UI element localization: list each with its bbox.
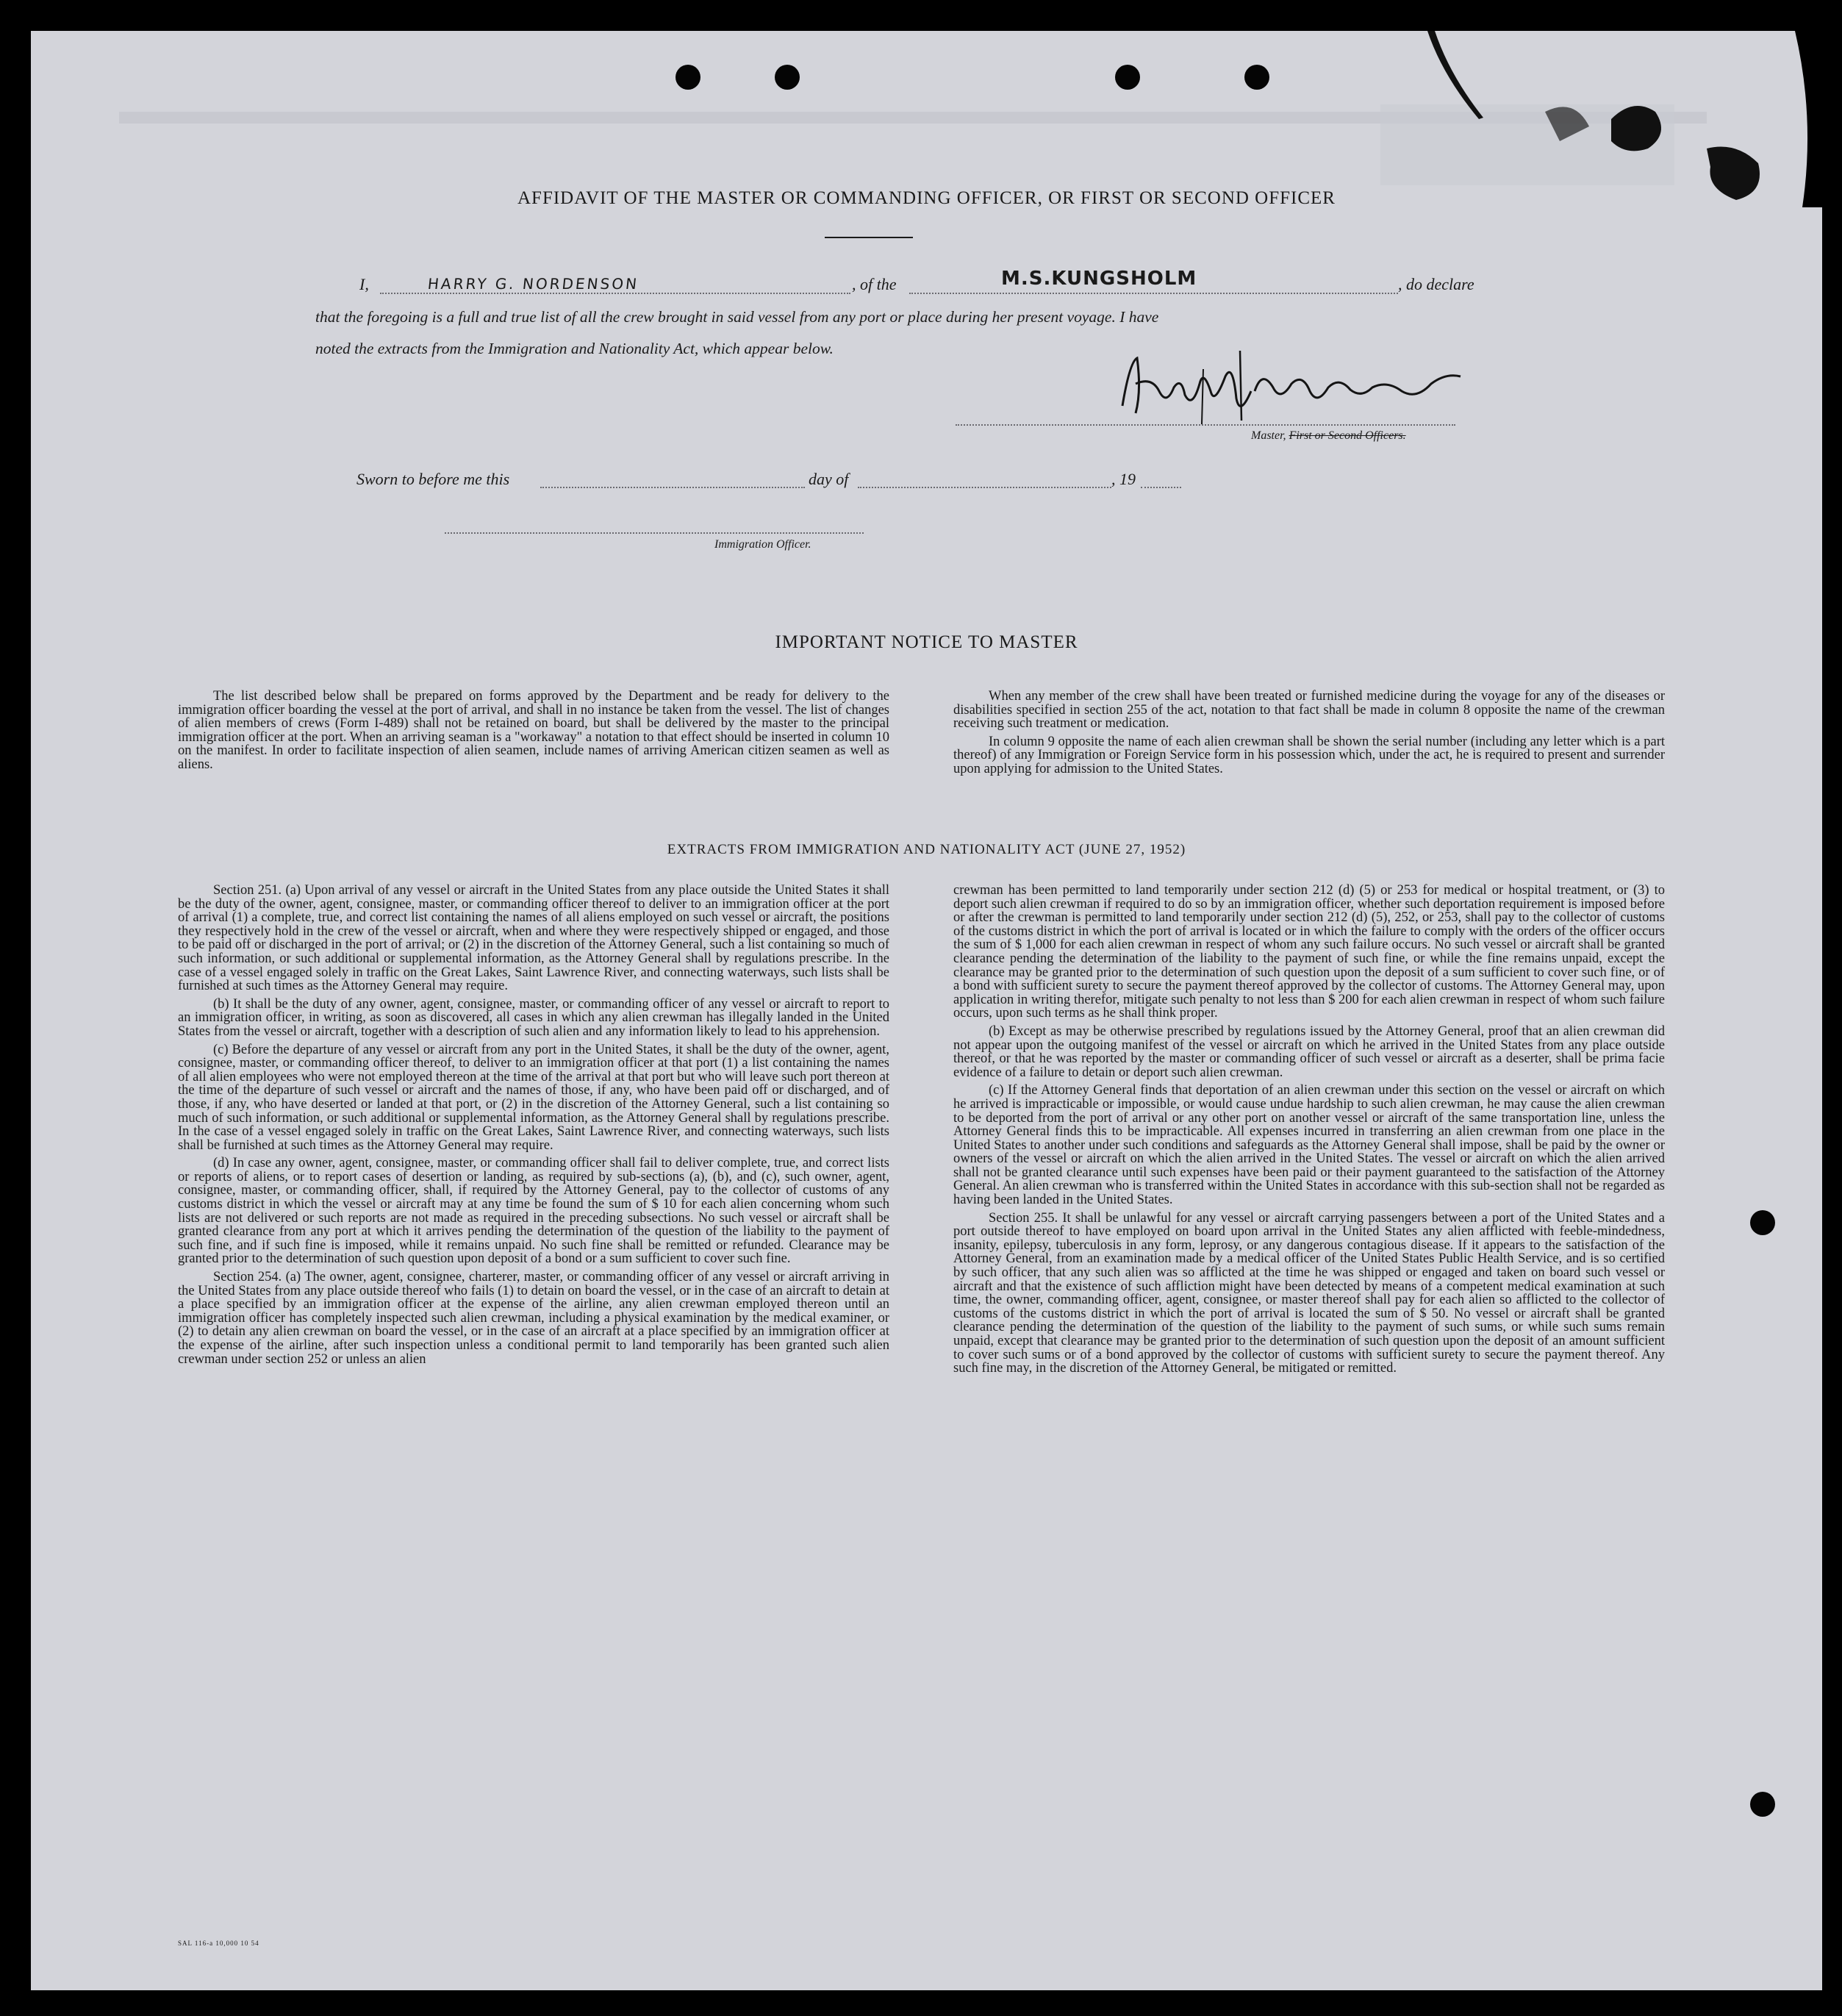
name-field-line — [380, 293, 850, 294]
signature-line — [956, 424, 1455, 426]
punch-hole — [775, 65, 800, 90]
do-declare-label: , do declare — [1398, 275, 1474, 293]
officer-signature-line — [445, 532, 864, 534]
vessel-field-line — [909, 293, 1398, 294]
officers-label-struck: First or Second Officers. — [1289, 429, 1406, 442]
year-prefix-label: , 19 — [1111, 470, 1136, 488]
affidavit-i-label: I, — [359, 275, 369, 293]
torn-corner-damage — [1413, 31, 1822, 207]
immigration-officer-label: Immigration Officer. — [714, 538, 811, 551]
extract-paragraph: (c) If the Attorney General finds that deportation of an alien crewman under this section on the vessel or aircraft on which he arrived is impracticable or impossible, or would cause undue hardship to such alien crewman, he may cause the alien crewman to be deported from the port of arrival or any other port on another vessel or aircraft of the same transportation line, unless the Attorney General finds this to be impracticable. All expenses incurred in transferring an alien crewman from one place in the United States to another under such conditions and safeguards as the Attorney General shall impose, shall be paid by the owner or owners of the vessel or aircraft on which the alien arrived in the United States. The vessel or aircraft on which the alien arrived shall not be granted clearance until such expenses have been paid or their payment guaranteed to the satisfaction of the Attorney General. An alien crewman who is transferred within the United States in accordance with this sub-section shall not be regarded as having been landed in the United States. — [953, 1083, 1665, 1208]
sworn-month-line — [858, 487, 1111, 488]
punch-hole — [1750, 1792, 1775, 1817]
form-code: SAL 116-a 10,000 10 54 — [178, 1940, 259, 1947]
punch-hole — [1115, 65, 1140, 90]
sworn-year-line — [1141, 487, 1181, 488]
of-the-label: , of the — [852, 275, 897, 293]
extracts-title: EXTRACTS FROM IMMIGRATION AND NATIONALITY ACT (JUNE 27, 1952) — [667, 842, 1186, 857]
punch-hole — [1750, 1210, 1775, 1235]
extract-paragraph: Section 255. It shall be unlawful for any vessel or aircraft carrying passengers between a port of the United States and a port outside thereof to have employed on board upon arrival in the United States any alien afflicted with feeble-mindedness, insanity, epilepsy, tuberculosis in any form, leprosy, or any dangerous contagious disease. If it appears to the satisfaction of the Attorney General, from an examination made by a medical officer of the United States Public Health Service, and is so certified by such officer, that any such alien was so afflicted at the time he was shipped or engaged and taken on board such vessel or aircraft and that the existence of such affliction might have been detected by means of a competent medical examination at such time, the owner, commanding officer, agent, consignee, or master thereof shall pay for each alien so afflicted to the collector of customs of the customs district in which the port of arrival is located the sum of $ 50. No vessel or aircraft shall be granted clearance pending the determination of the question of the liability to the payment of such sums, or while such sums remain unpaid, except that clearance may be granted prior to the determination of such question upon the deposit of an amount sufficient to cover such sums or of a bond approved by the collector of customs with sufficient surety to secure the payment thereof. Any such fine may, in the discretion of the Attorney General, be mitigated or remitted. — [953, 1210, 1665, 1376]
document-page — [31, 31, 1822, 1990]
notice-paragraph: In column 9 opposite the name of each alien crewman shall be shown the serial number (including any letter which is a part thereof) of any Immigration or Foreign Service form in his possession which, under the act, he is required to present and surrender upon applying for admission to the United States. — [953, 734, 1665, 776]
punch-hole — [1244, 65, 1269, 90]
punch-hole — [675, 65, 700, 90]
vessel-name-stamp: M.S.KUNGSHOLM — [1001, 268, 1197, 290]
extract-paragraph: (b) Except as may be otherwise prescribed by regulations issued by the Attorney General, proof that an alien crewman did not appear upon the outgoing manifest of the vessel or aircraft on which he arrived in the United States from any place outside thereof, or that he was reported by the master or commanding officer of such vessel or aircraft as a deserter, shall be prima facie evidence of a failure to detain or deport such alien crewman. — [953, 1023, 1665, 1080]
affidavit-line-3: noted the extracts from the Immigration and Nationality Act, which appear below. — [315, 340, 834, 357]
extract-paragraph: (d) In case any owner, agent, consignee, master, or commanding officer shall fail to deliver complete, true, and correct lists or reports of aliens, or to report cases of desertion or landing, as required by sub-sections (a), (b), and (c), such owner, agent, consignee, master, or commanding officer, shall, if required by the Attorney General, pay to the collector of customs of any customs district in which the vessel or aircraft may at any time be found the sum of $ 10 for each alien concerning whom such lists are not delivered or such reports are not made as required in the preceding subsections. No such vessel or aircraft shall be granted clearance from any port at which it arrives pending the determination of the question of the liability to the payment of such fine, and if such fine is imposed, while it remains unpaid. No such fine shall be remitted or refunded. Clearance may be granted prior to the determination of such question upon deposit of a bond or a sum sufficient to cover such fine. — [178, 1156, 889, 1267]
title-rule — [825, 237, 913, 238]
extracts-left-column — [178, 884, 889, 1370]
notice-right-column — [953, 690, 1665, 781]
extract-paragraph: (c) Before the departure of any vessel or aircraft from any port in the United States, it shall be the duty of the owner, agent, consignee, master, or commanding officer thereof, to deliver to an immigration officer at that port (1) a list containing the names of all alien employees who were not employed thereon at the time of the arrival at that port but who will leave such port thereon at the time of the departure of such vessel or aircraft and the names of those, if any, who have been paid off or discharged, and of those, if any, who have deserted or landed at that port, or (2) in the discretion of the Attorney General, such a list containing so much of such information, or such additional or supplemental information, as the Attorney General shall by regulations prescribe. In the case of a vessel engaged solely in traffic on the Great Lakes, Saint Lawrence River, and connecting waterways, such lists shall be furnished at such times as the Attorney General may require. — [178, 1042, 889, 1153]
master-label: Master, — [1251, 429, 1286, 442]
sworn-label: Sworn to before me this — [356, 470, 510, 488]
extract-paragraph: Section 251. (a) Upon arrival of any vessel or aircraft in the United States from any place outside the United States it shall be the duty of the owner, agent, consignee, master, or commanding officer thereof to deliver to an immigration officer at the port of arrival (1) a complete, true, and correct list containing the names of all aliens employed on such vessel or aircraft, the positions they respectively hold in the crew of the vessel or aircraft, when and where they were respectively shipped or engaged, and those to be paid off or discharged in the port of arrival; or (2) in the discretion of the Attorney General, such a list containing so much of such information, or such additional or supplemental information, as the Attorney General shall by regulations prescribe. In the case of a vessel engaged solely in traffic on the Great Lakes, Saint Lawrence River, and connecting waterways, such lists shall be furnished at such times as the Attorney General may require. — [178, 883, 889, 994]
notice-paragraph: When any member of the crew shall have been treated or furnished medicine during the voyage for any of the diseases or disabilities specified in section 255 of the act, notation to that fact shall be made in column 8 opposite the name of the crewman receiving such treatment or medication. — [953, 689, 1665, 732]
master-signature — [1115, 347, 1468, 428]
extract-paragraph: crewman has been permitted to land temporarily under section 212 (d) (5) or 253 for medical or hospital treatment, or (3) to deport such alien crewman if required to do so by an immigration officer, whether such deportation requirement is imposed before or after the crewman is permitted to land temporarily under section 212 (d) (5), 252, or 253, shall pay to the collector of customs of the customs district in which the port of arrival is located or in which the failure to comply with the orders of the officer occurs the sum of $ 1,000 for each alien crewman in respect of whom any such failure occurs. No such vessel or aircraft shall be granted clearance pending the determination of the liability to the payment of such fine, or while the fine remains unpaid, except the clearance may be granted prior to the determination of such question upon the deposit of a sum sufficient to cover such fine, or of a bond with sufficient surety to secure the payment thereof approved by the collector of customs. The Attorney General may, upon application in writing therefor, mitigate such penalty to not less than $ 200 for each alien crewman in respect of whom such failure occurs, upon such terms as he shall think proper. — [953, 883, 1665, 1021]
notice-paragraph: The list described below shall be prepared on forms approved by the Department and be ready for delivery to the immigration officer boarding the vessel at the port of arrival, and shall in no instance be taken from the vessel. The list of changes of alien members of crews (Form I-489) shall not be retained on board, but shall be delivered by the master to the principal immigration officer at the port. When an arriving seaman is a "workaway" a notation to that effect should be inserted in column 10 on the manifest. In order to facilitate inspection of alien seamen, include names of arriving American citizen seamen as well as aliens. — [178, 689, 889, 772]
affidavit-title: AFFIDAVIT OF THE MASTER OR COMMANDING OFFICER, OR FIRST OR SECOND OFFICER — [517, 188, 1336, 208]
extract-paragraph: Section 254. (a) The owner, agent, consignee, charterer, master, or commanding officer of any vessel or aircraft arriving in the United States from any place outside thereof who fails (1) to detain on board the vessel, or in the case of an aircraft to detain at a place specified by an immigration officer at the expense of the airline, any alien crewman employed thereon until an immigration officer has completely inspected such alien crewman, including a physical examination by the medical examiner, or (2) to detain any alien crewman on board the vessel, or in the case of an aircraft at a place specified by an immigration officer at the expense of the airline, after such inspection unless a conditional permit to land temporarily has been granted such alien crewman under section 252 or unless an alien — [178, 1270, 889, 1367]
notice-left-column — [178, 690, 889, 776]
signature-caption — [1251, 429, 1406, 443]
notice-title: IMPORTANT NOTICE TO MASTER — [775, 632, 1078, 652]
extract-paragraph: (b) It shall be the duty of any owner, agent, consignee, master, or commanding officer of any vessel or aircraft to report to an immigration officer, in writing, as soon as discovered, all cases in which any alien crewman has illegally landed in the United States from the vessel or aircraft, together with a description of such alien and any information likely to lead to his apprehension. — [178, 996, 889, 1039]
master-name-handwritten: HARRY G. NORDENSON — [426, 275, 640, 293]
sworn-day-line — [540, 487, 805, 488]
affidavit-line-2: that the foregoing is a full and true list of all the crew brought in said vessel from any port or place during her present voyage. I have — [315, 308, 1159, 326]
day-of-label: day of — [809, 470, 849, 488]
extracts-right-column — [953, 884, 1665, 1380]
